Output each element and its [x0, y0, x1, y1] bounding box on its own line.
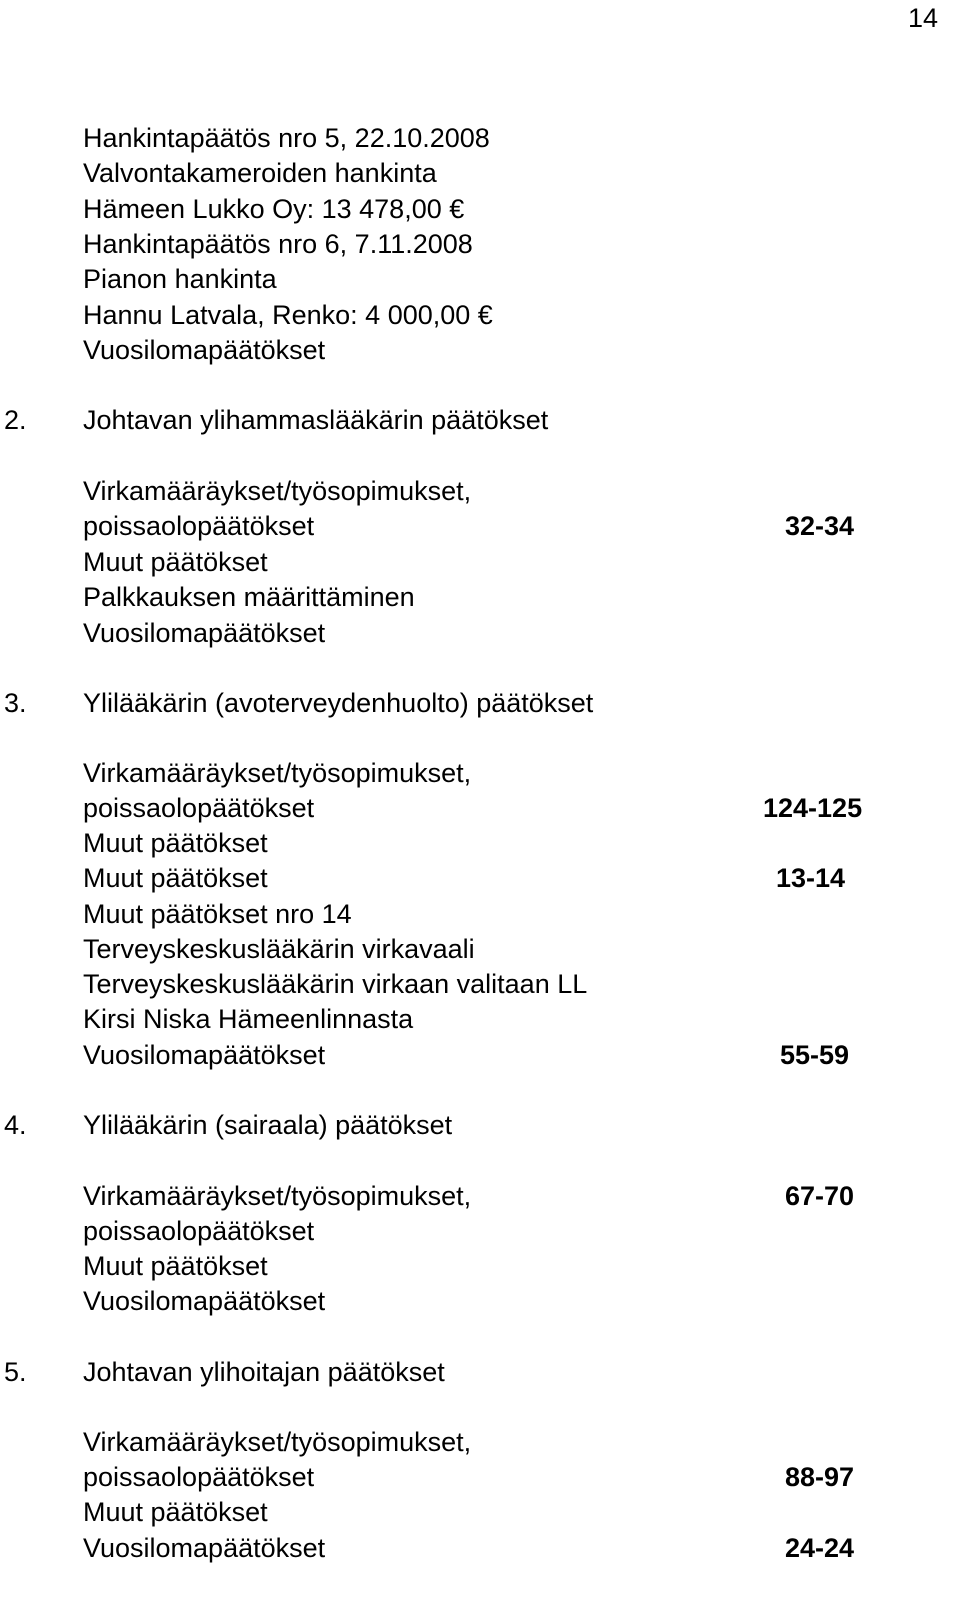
- list-item: Muut päätökset nro 14: [83, 899, 352, 929]
- list-item: Muut päätökset: [83, 828, 268, 858]
- page-range: 24-24: [785, 1533, 855, 1563]
- list-item: Vuosilomapäätökset: [83, 1040, 326, 1070]
- list-item: Virkamääräykset/työsopimukset,: [83, 476, 472, 506]
- list-item: Hankintapäätös nro 5, 22.10.2008: [83, 123, 490, 153]
- page-range: 55-59: [780, 1040, 850, 1070]
- list-item: poissaolopäätökset: [83, 1216, 315, 1246]
- section-title: Johtavan ylihoitajan päätökset: [83, 1357, 445, 1387]
- list-item: Vuosilomapäätökset: [83, 335, 326, 365]
- page-range: 124-125: [763, 793, 863, 823]
- list-item: poissaolopäätökset: [83, 511, 315, 541]
- page-range: 13-14: [776, 863, 846, 893]
- list-item: Hannu Latvala, Renko: 4 000,00 €: [83, 300, 493, 330]
- list-item: Pianon hankinta: [83, 264, 277, 294]
- list-item: Terveyskeskuslääkärin virkavaali: [83, 934, 475, 964]
- page-range: 32-34: [785, 511, 855, 541]
- list-item: Muut päätökset: [83, 547, 268, 577]
- list-item: poissaolopäätökset: [83, 1462, 315, 1492]
- list-item: Terveyskeskuslääkärin virkaan valitaan LL: [83, 969, 588, 999]
- list-item: Virkamääräykset/työsopimukset,: [83, 1427, 472, 1457]
- list-item: Muut päätökset: [83, 863, 268, 893]
- list-item: Vuosilomapäätökset: [83, 618, 326, 648]
- list-item: Hankintapäätös nro 6, 7.11.2008: [83, 229, 473, 259]
- list-item: Hämeen Lukko Oy: 13 478,00 €: [83, 194, 465, 224]
- section-title: Ylilääkärin (sairaala) päätökset: [83, 1110, 453, 1140]
- section-number: 3.: [4, 688, 27, 718]
- list-item: Valvontakameroiden hankinta: [83, 158, 437, 188]
- list-item: Palkkauksen määrittäminen: [83, 582, 415, 612]
- section-title: Ylilääkärin (avoterveydenhuolto) päätökset: [83, 688, 594, 718]
- page-range: 88-97: [785, 1462, 855, 1492]
- list-item: Kirsi Niska Hämeenlinnasta: [83, 1004, 414, 1034]
- list-item: Vuosilomapäätökset: [83, 1533, 326, 1563]
- section-title: Johtavan ylihammaslääkärin päätökset: [83, 405, 549, 435]
- list-item: Muut päätökset: [83, 1251, 268, 1281]
- page-number: 14: [907, 3, 938, 33]
- section-number: 4.: [4, 1110, 27, 1140]
- page-range: 67-70: [785, 1181, 855, 1211]
- list-item: Muut päätökset: [83, 1497, 268, 1527]
- list-item: poissaolopäätökset: [83, 793, 315, 823]
- list-item: Vuosilomapäätökset: [83, 1286, 326, 1316]
- section-number: 2.: [4, 405, 27, 435]
- section-number: 5.: [4, 1357, 27, 1387]
- list-item: Virkamääräykset/työsopimukset,: [83, 1181, 472, 1211]
- list-item: Virkamääräykset/työsopimukset,: [83, 758, 472, 788]
